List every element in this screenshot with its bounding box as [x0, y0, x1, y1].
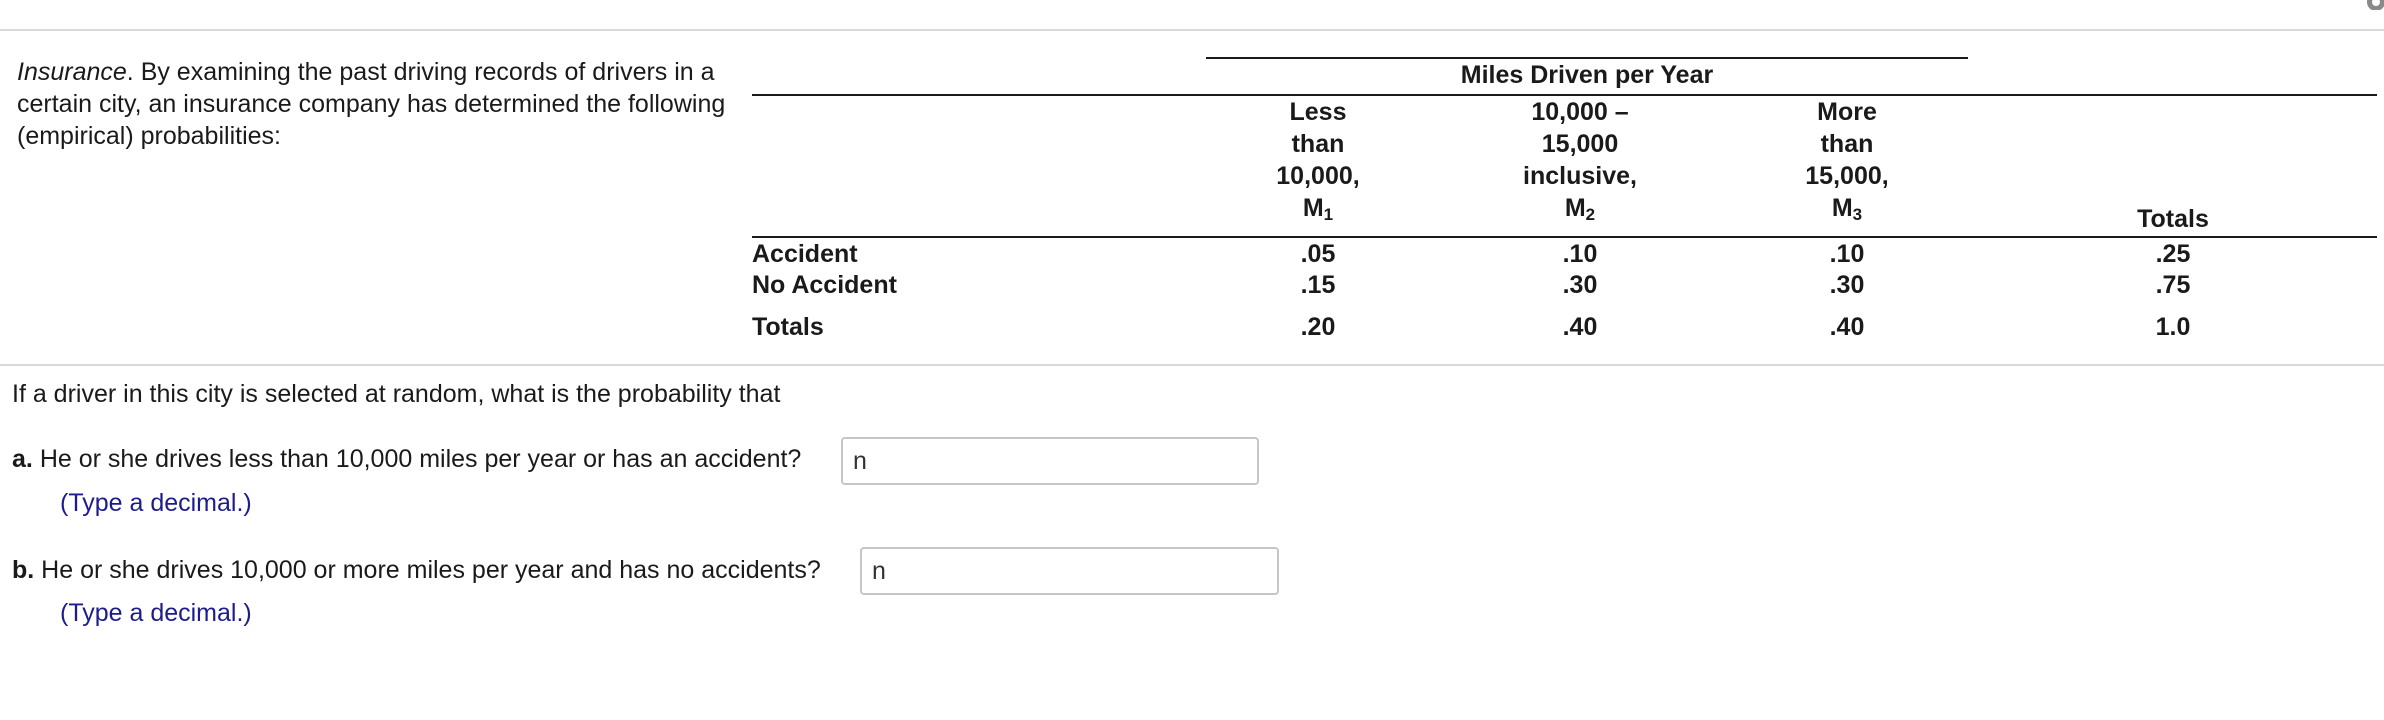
column-header-m3: More than 15,000, $M_3$ — [1805, 98, 1889, 224]
column-header-m2: 10,000 – 15,000 inclusive, $M_2$ — [1523, 98, 1637, 224]
part-b-answer-input[interactable] — [860, 547, 1279, 595]
cell-totals-m1: .20 — [1300, 313, 1336, 341]
problem-intro — [17, 56, 757, 152]
cell-no-accident-m1: .15 — [1300, 271, 1336, 299]
part-b-label: b. — [12, 556, 35, 584]
cell-totals-total: 1.0 — [2155, 313, 2191, 341]
top-divider — [0, 29, 2384, 31]
cell-accident-total: .25 — [2155, 240, 2191, 268]
section-divider — [0, 364, 2384, 366]
part-b-text: He or she drives 10,000 or more miles per year and has no accidents? — [41, 556, 821, 584]
cell-accident-m3: .10 — [1829, 240, 1865, 268]
row-label-totals: Totals — [752, 313, 824, 341]
problem-intro-text: . By examining the past driving records of drivers in a certain city, an insurance company has determined the following (empirical) probabilities: — [17, 58, 726, 150]
cell-accident-m2: .10 — [1562, 240, 1598, 268]
part-b-prompt — [12, 554, 821, 586]
cell-accident-m1: .05 — [1300, 240, 1336, 268]
column-header-totals: Totals — [2137, 205, 2209, 233]
cell-no-accident-m3: .30 — [1829, 271, 1865, 299]
row-label-no-accident: No Accident — [752, 271, 897, 299]
cell-no-accident-total: .75 — [2155, 271, 2191, 299]
cell-totals-m3: .40 — [1829, 313, 1865, 341]
row-label-accident: Accident — [752, 240, 858, 268]
part-a-prompt — [12, 443, 801, 475]
part-b-hint: (Type a decimal.) — [60, 599, 252, 627]
part-a-text: He or she drives less than 10,000 miles per year or has an accident? — [39, 445, 802, 473]
cell-totals-m2: .40 — [1562, 313, 1598, 341]
part-a-answer-input[interactable] — [841, 437, 1259, 485]
column-header-m1: Less than 10,000, $M_1$ — [1276, 98, 1360, 224]
problem-title: Insurance — [17, 58, 127, 86]
part-a-label: a. — [12, 445, 33, 473]
settings-gear-icon[interactable] — [2356, 0, 2384, 10]
cell-no-accident-m2: .30 — [1562, 271, 1598, 299]
part-a-hint: (Type a decimal.) — [60, 489, 252, 517]
question-prompt: If a driver in this city is selected at random, what is the probability that — [12, 380, 781, 408]
group-header: Miles Driven per Year — [1460, 61, 1714, 89]
